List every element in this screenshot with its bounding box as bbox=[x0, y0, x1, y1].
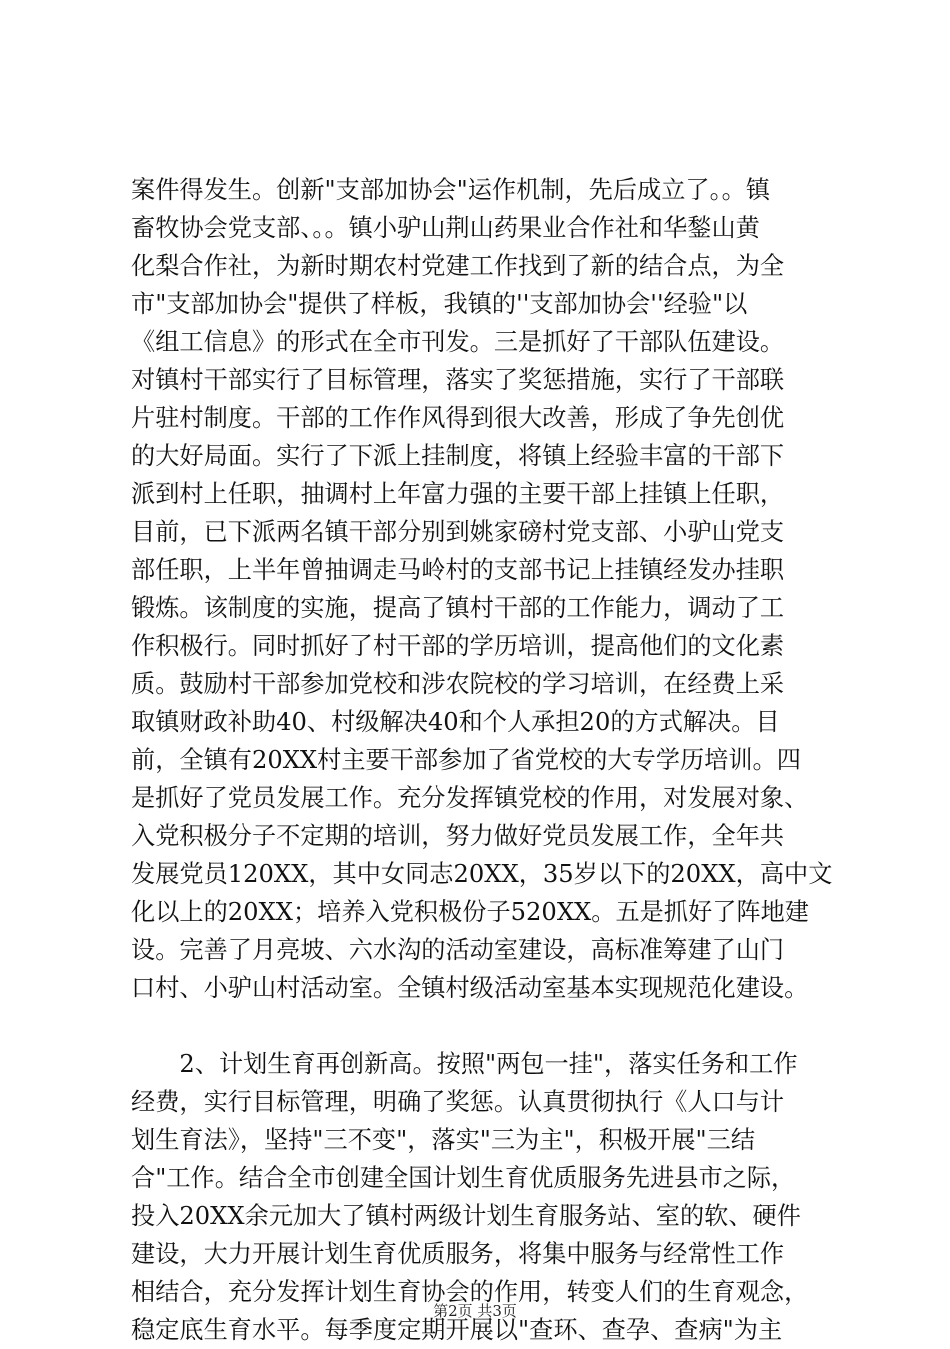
text-line: 是抓好了党员发展工作。充分发挥镇党校的作用，对发展对象、 bbox=[131, 784, 809, 812]
text-line: 取镇财政补助40、村级解决40和个人承担20的方式解决。目 bbox=[131, 708, 780, 736]
page-number-footer: 第2页 共3页 bbox=[433, 1302, 517, 1320]
text-line: 稳定底生育水平。每季度定期开展以"查环、查孕、查病"为主 bbox=[131, 1316, 783, 1344]
text-line: 发展党员120XX，其中女同志20XX，35岁以下的20XX，高中文 bbox=[131, 860, 833, 888]
text-line: 相结合，充分发挥计划生育协会的作用，转变人们的生育观念， bbox=[131, 1278, 809, 1306]
text-line: 投入20XX余元加大了镇村两级计划生育服务站、室的软、硬件 bbox=[131, 1202, 801, 1230]
text-line: 派到村上任职，抽调村上年富力强的主要干部上挂镇上任职， bbox=[131, 480, 785, 508]
text-line: 划生育法》，坚持"三不变"，落实"三为主"，积极开展"三结 bbox=[131, 1126, 756, 1154]
text-line: 口村、小驴山村活动室。全镇村级活动室基本实现规范化建设。 bbox=[131, 974, 809, 1002]
text-line: 化以上的20XX；培养入党积极份子520XX。五是抓好了阵地建 bbox=[131, 898, 809, 926]
text-line: 2、计划生育再创新高。按照"两包一挂"，落实任务和工作 bbox=[131, 1050, 798, 1078]
text-line: 合"工作。结合全市创建全国计划生育优质服务先进县市之际， bbox=[131, 1164, 796, 1192]
text-line: 经费，实行目标管理，明确了奖惩。认真贯彻执行《人口与计 bbox=[131, 1088, 785, 1116]
text-line: 质。鼓励村干部参加党校和涉农院校的学习培训，在经费上采 bbox=[131, 670, 785, 698]
text-line: 目前，已下派两名镇干部分别到姚家磅村党支部、小驴山党支 bbox=[131, 518, 785, 546]
text-line: 市"支部加协会"提供了样板，我镇的''支部加协会''经验"以 bbox=[131, 290, 748, 318]
text-line: 对镇村干部实行了目标管理，落实了奖惩措施，实行了干部联 bbox=[131, 366, 785, 394]
text-line: 建设，大力开展计划生育优质服务，将集中服务与经常性工作 bbox=[131, 1240, 785, 1268]
text-line: 作积极行。同时抓好了村干部的学历培训，提高他们的文化素 bbox=[131, 632, 785, 660]
text-line: 畜牧协会党支部、。。镇小驴山荆山药果业合作社和华鍫山黄 bbox=[131, 214, 760, 242]
text-line: 的大好局面。实行了下派上挂制度，将镇上经验丰富的干部下 bbox=[131, 442, 785, 470]
text-line: 入党积极分子不定期的培训，努力做好党员发展工作，全年共 bbox=[131, 822, 785, 850]
text-line: 案件得发生。创新"支部加协会"运作机制，先后成立了。。镇 bbox=[131, 176, 771, 204]
text-line: 《组工信息》的形式在全市刊发。三是抓好了干部队伍建设。 bbox=[131, 328, 785, 356]
text-line: 设。完善了月亮坡、六水沟的活动室建设，高标准筹建了山门 bbox=[131, 936, 785, 964]
text-line: 前，全镇有20XX村主要干部参加了省党校的大专学历培训。四 bbox=[131, 746, 801, 774]
text-line: 化梨合作社，为新时期农村党建工作找到了新的结合点，为全 bbox=[131, 252, 785, 280]
text-line: 锻炼。该制度的实施，提高了镇村干部的工作能力，调动了工 bbox=[131, 594, 785, 622]
text-line: 片驻村制度。干部的工作作风得到很大改善，形成了争先创优 bbox=[131, 404, 785, 432]
text-line: 部任职，上半年曾抽调走马岭村的支部书记上挂镇经发办挂职 bbox=[131, 556, 785, 584]
